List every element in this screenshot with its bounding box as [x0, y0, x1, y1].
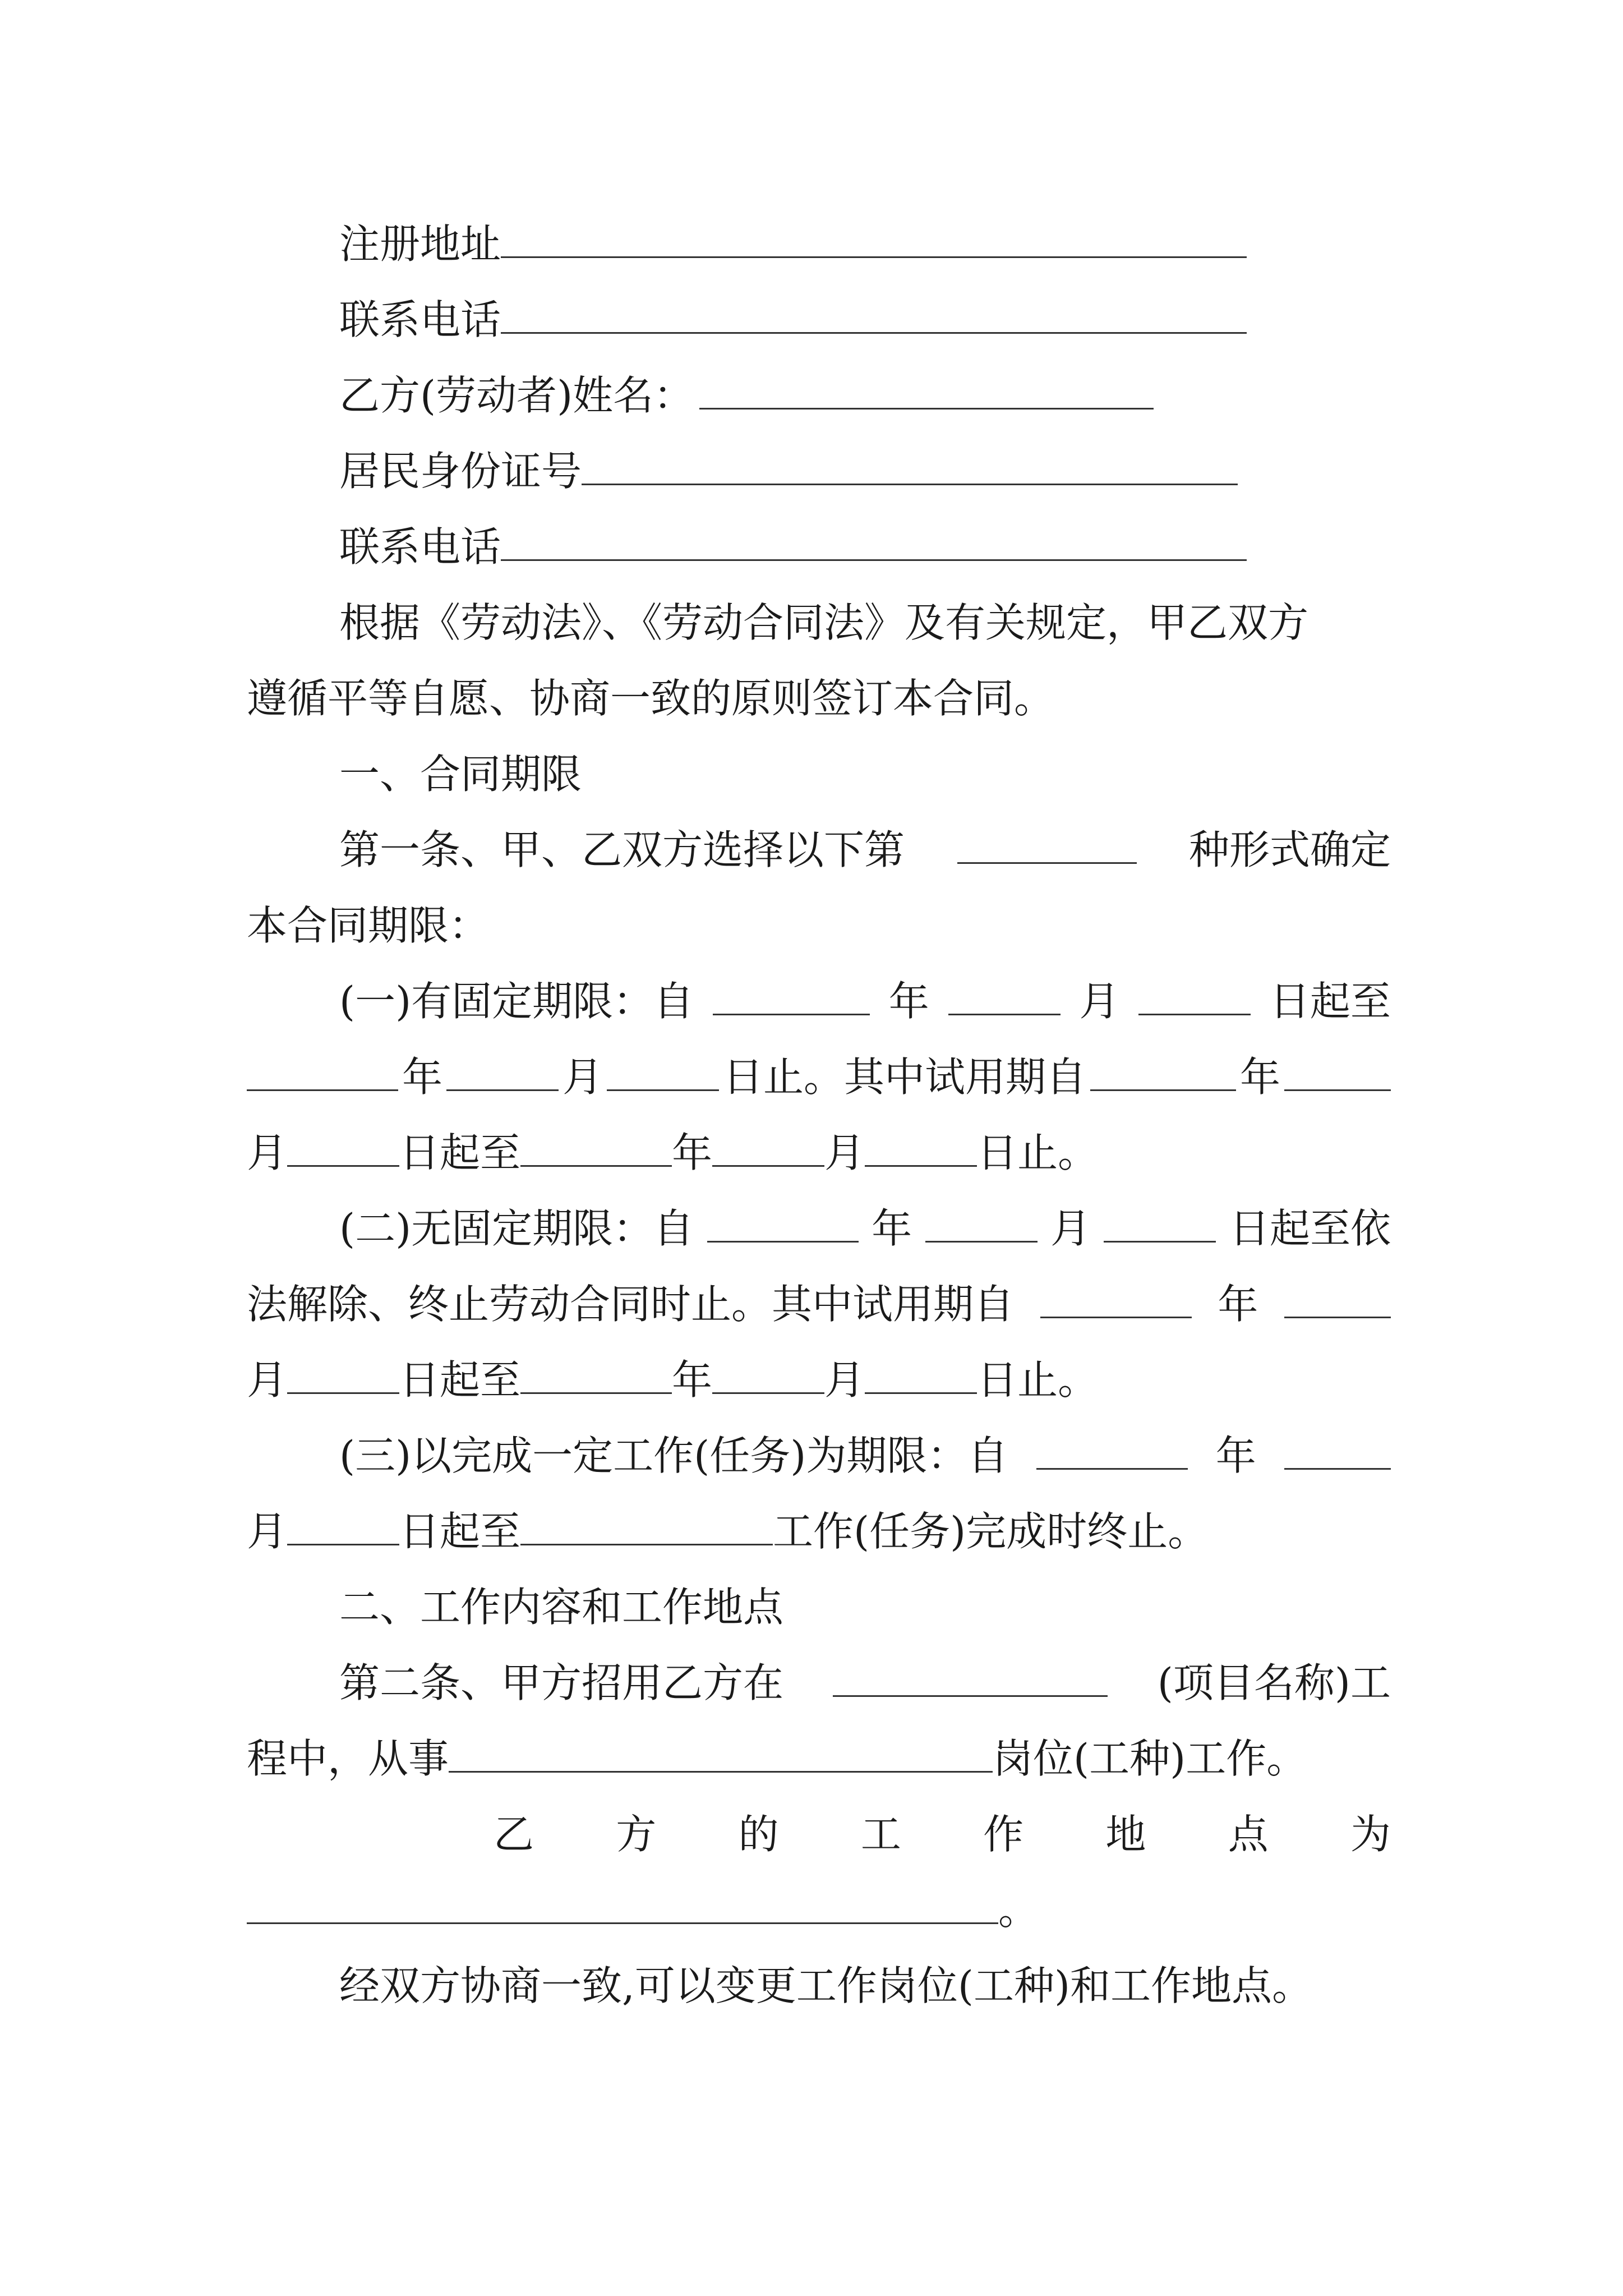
month-text: 月	[247, 1129, 288, 1176]
year-text: 年	[402, 1053, 442, 1101]
address-blank[interactable]	[501, 213, 1247, 258]
task-blank[interactable]	[520, 1500, 773, 1545]
year-blank[interactable]	[1090, 1046, 1236, 1091]
phone-label: 联系电话	[339, 523, 501, 570]
year-blank[interactable]	[707, 1197, 859, 1243]
preamble-text: 根据《劳动法》、《劳动合同法》及有关规定，甲乙双方	[339, 599, 1309, 646]
year-blank[interactable]	[713, 970, 870, 1015]
location-char: 工	[860, 1811, 901, 1858]
task-label: (三)以完成一定工作(任务)为期限：自	[339, 1432, 1008, 1479]
year-text: 年	[672, 1129, 713, 1176]
location-char: 方	[616, 1811, 657, 1858]
fixed-term-line-1	[247, 968, 1391, 1035]
day-text: 日起至	[399, 1129, 521, 1176]
year-blank[interactable]	[520, 1349, 672, 1394]
day-blank[interactable]	[865, 1121, 977, 1167]
period-text: 。	[998, 1887, 1039, 1934]
month-blank[interactable]	[446, 1046, 559, 1091]
name-blank[interactable]	[699, 364, 1154, 409]
article-text: 种形式确定	[1188, 826, 1391, 873]
month-blank[interactable]	[948, 970, 1061, 1015]
year-text: 年	[1239, 1053, 1280, 1101]
heading-text: 一、合同期限	[339, 751, 582, 798]
phone-label: 联系电话	[339, 296, 501, 343]
month-text: 月	[824, 1129, 865, 1176]
month-blank[interactable]	[1284, 1046, 1391, 1091]
year-blank[interactable]	[247, 1046, 398, 1091]
location-char: 地	[1105, 1811, 1146, 1858]
article-1-line-2	[247, 892, 1391, 959]
open-term-line-3	[247, 1346, 1391, 1414]
section-heading	[247, 1573, 1391, 1641]
party-b-id-line	[247, 438, 1391, 505]
article-1-line-1	[247, 816, 1391, 884]
location-char: 的	[738, 1811, 779, 1858]
article-text: 第一条、甲、乙双方选择以下第	[339, 826, 905, 873]
party-a-address-line	[247, 210, 1391, 278]
day-blank[interactable]	[865, 1349, 977, 1394]
month-text: 月	[1050, 1205, 1091, 1252]
article-text: 第二条、甲方招用乙方在	[339, 1659, 784, 1706]
work-location-blank[interactable]	[247, 1879, 998, 1924]
year-blank[interactable]	[1036, 1424, 1188, 1470]
heading-text: 二、工作内容和工作地点	[339, 1584, 784, 1631]
fixed-term-line-3	[247, 1119, 1391, 1186]
open-label: (二)无固定期限：自	[339, 1205, 694, 1252]
year-blank[interactable]	[1040, 1273, 1192, 1318]
day-text: 日起至	[399, 1356, 521, 1404]
form-choice-blank[interactable]	[957, 818, 1137, 864]
open-term-line-2	[247, 1271, 1391, 1338]
year-text: 年	[1215, 1432, 1256, 1479]
end-text: 日止。	[977, 1129, 1099, 1176]
section-heading	[247, 740, 1391, 808]
day-blank[interactable]	[607, 1046, 719, 1091]
change-text: 经双方协商一致,可以变更工作岗位(工种)和工作地点。	[339, 1962, 1313, 2009]
article-text: 本合同期限：	[247, 902, 490, 949]
month-blank[interactable]	[712, 1121, 824, 1167]
position-blank[interactable]	[449, 1727, 993, 1773]
preamble-text: 遵循平等自愿、协商一致的原则签订本合同。	[247, 675, 1055, 722]
month-text: 月	[247, 1508, 288, 1555]
month-text: 月	[824, 1356, 865, 1404]
change-clause-line	[247, 1952, 1391, 2019]
day-blank[interactable]	[287, 1121, 399, 1167]
address-label: 注册地址	[339, 220, 501, 268]
location-char: 为	[1350, 1811, 1391, 1858]
article-text: 岗位(工种)工作。	[993, 1735, 1307, 1782]
id-label: 居民身份证号	[339, 448, 582, 495]
month-blank[interactable]	[925, 1197, 1038, 1243]
task-term-line-2	[247, 1498, 1391, 1565]
work-location-line	[247, 1801, 1391, 1868]
open-term-line-1	[247, 1195, 1391, 1262]
article-2-line-1	[247, 1649, 1391, 1717]
month-text: 月	[247, 1356, 288, 1404]
day-blank[interactable]	[287, 1349, 399, 1394]
day-blank[interactable]	[1104, 1197, 1216, 1243]
day-text: 日起至	[399, 1508, 521, 1555]
open-text: 法解除、终止劳动合同时止。其中试用期自	[247, 1281, 1015, 1328]
article-text: (项目名称)工	[1157, 1659, 1391, 1706]
month-blank[interactable]	[1284, 1273, 1391, 1318]
year-text: 年	[888, 978, 929, 1025]
fixed-label: (一)有固定期限：自	[339, 978, 694, 1025]
day-blank[interactable]	[287, 1500, 399, 1545]
article-2-line-2	[247, 1725, 1391, 1792]
month-text: 月	[562, 1053, 603, 1101]
day-blank[interactable]	[1138, 970, 1251, 1015]
year-text: 年	[672, 1356, 713, 1404]
day-text: 日起至依	[1229, 1205, 1391, 1252]
party-b-phone-line	[247, 513, 1391, 581]
end-text: 日止。	[977, 1356, 1099, 1404]
task-term-line-1	[247, 1422, 1391, 1489]
article-text: 程中，从事	[247, 1735, 449, 1782]
probation-text: 日止。其中试用期自	[722, 1053, 1086, 1101]
fixed-term-line-2	[247, 1043, 1391, 1111]
work-location-blank-line	[247, 1876, 1391, 1944]
location-char: 作	[983, 1811, 1024, 1858]
year-text: 年	[1218, 1281, 1258, 1328]
phone-blank[interactable]	[501, 288, 1247, 334]
end-text: 工作(任务)完成时终止。	[773, 1508, 1209, 1555]
id-blank[interactable]	[582, 440, 1238, 485]
preamble-line-2	[247, 665, 1391, 732]
day-text: 日起至	[1269, 978, 1391, 1025]
project-name-blank[interactable]	[833, 1651, 1108, 1697]
location-char: 点	[1228, 1811, 1269, 1858]
month-blank[interactable]	[1284, 1424, 1391, 1470]
year-blank[interactable]	[520, 1121, 672, 1167]
year-text: 年	[872, 1205, 912, 1252]
party-a-phone-line	[247, 286, 1391, 353]
location-char: 乙	[494, 1811, 534, 1858]
party-b-name-line	[247, 362, 1391, 429]
month-text: 月	[1079, 978, 1120, 1025]
name-label: 乙方(劳动者)姓名：	[339, 372, 694, 419]
phone-blank[interactable]	[501, 516, 1247, 561]
preamble-line-1	[247, 589, 1391, 656]
month-blank[interactable]	[712, 1349, 824, 1394]
